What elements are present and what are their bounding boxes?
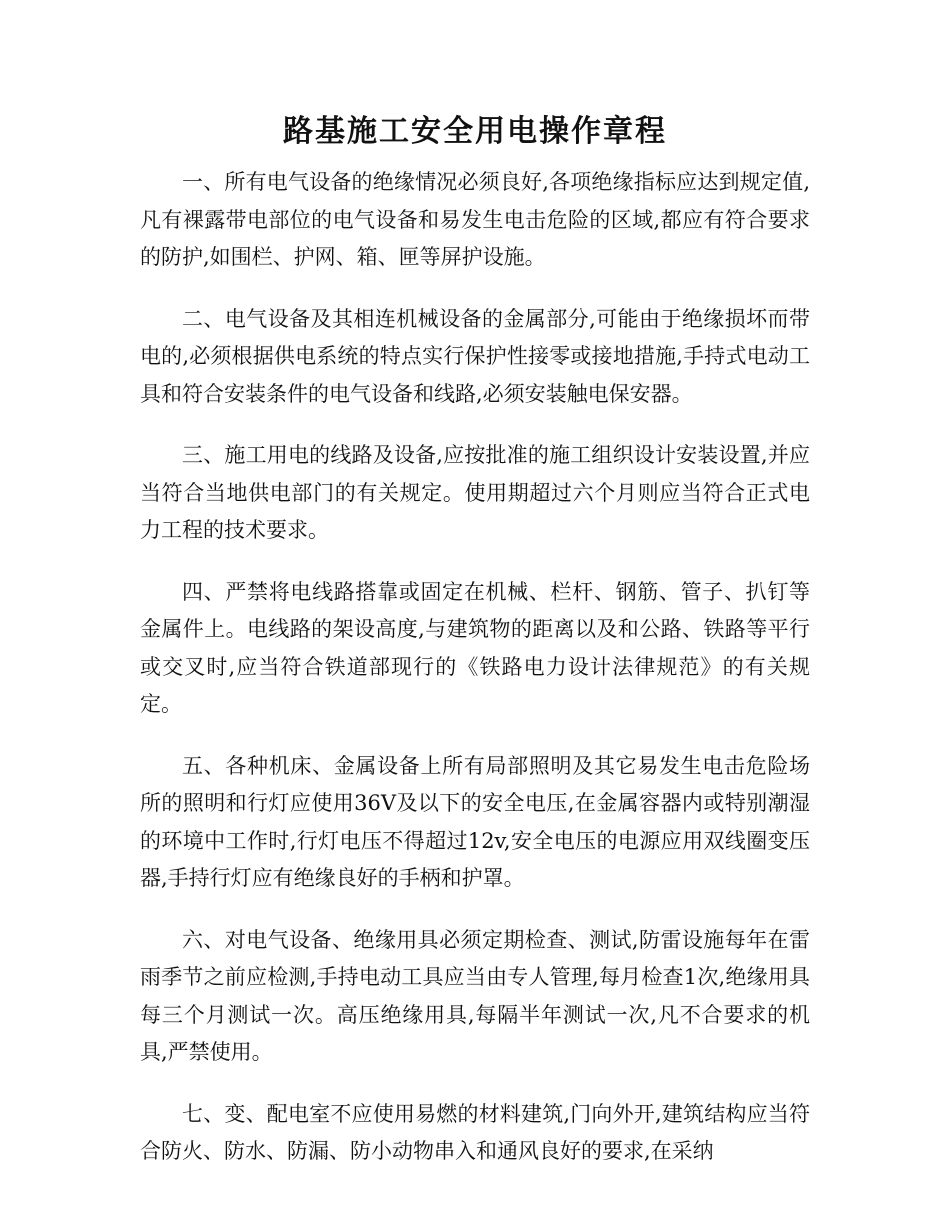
paragraph-1: 一、所有电气设备的绝缘情况必须良好,各项绝缘指标应达到规定值,凡有裸露带电部位的电气设备和易发生电击危险的区域,都应有符合要求的防护,如围栏、护网、箱、匣等屏护设施。 — [140, 170, 810, 269]
document-title: 路基施工安全用电操作章程 — [283, 114, 667, 149]
paragraph-5: 五、各种机床、金属设备上所有局部照明及其它易发生电击危险场所的照明和行灯应使用36V及以下的安全电压,在金属容器内或特别潮湿的环境中工作时,行灯电压不得超过12v,安全电压的电源应用双线圈变压器,手持行灯应有绝缘良好的手柄和护罩。 — [140, 753, 810, 890]
paragraph-3: 三、施工用电的线路及设备,应按批准的施工组织设计安装设置,并应当符合当地供电部门的有关规定。使用期超过六个月则应当符合正式电力工程的技术要求。 — [140, 443, 810, 542]
paragraph-6: 六、对电气设备、绝缘用具必须定期检查、测试,防雷设施每年在雷雨季节之前应检测,手持电动工具应当由专人管理,每月检查1次,绝缘用具每三个月测试一次。高压绝缘用具,每隔半年测试一次,凡不合要求的机具,严禁使用。 — [140, 927, 810, 1064]
paragraph-2: 二、电气设备及其相连机械设备的金属部分,可能由于绝缘损坏而带电的,必须根据供电系统的特点实行保护性接零或接地措施,手持式电动工具和符合安装条件的电气设备和线路,必须安装触电保安器。 — [140, 306, 810, 406]
paragraph-7: 七、变、配电室不应使用易燃的材料建筑,门向外开,建筑结构应当符合防火、防水、防漏、防小动物串入和通风良好的要求,在采纳 — [140, 1101, 810, 1163]
document-page — [140, 108, 810, 1195]
paragraph-4: 四、严禁将电线路搭靠或固定在机械、栏杆、钢筋、管子、扒钉等金属件上。电线路的架设高度,与建筑物的距离以及和公路、铁路等平行或交叉时,应当符合铁道部现行的《铁路电力设计法律规范》的有关规定。 — [140, 579, 810, 716]
